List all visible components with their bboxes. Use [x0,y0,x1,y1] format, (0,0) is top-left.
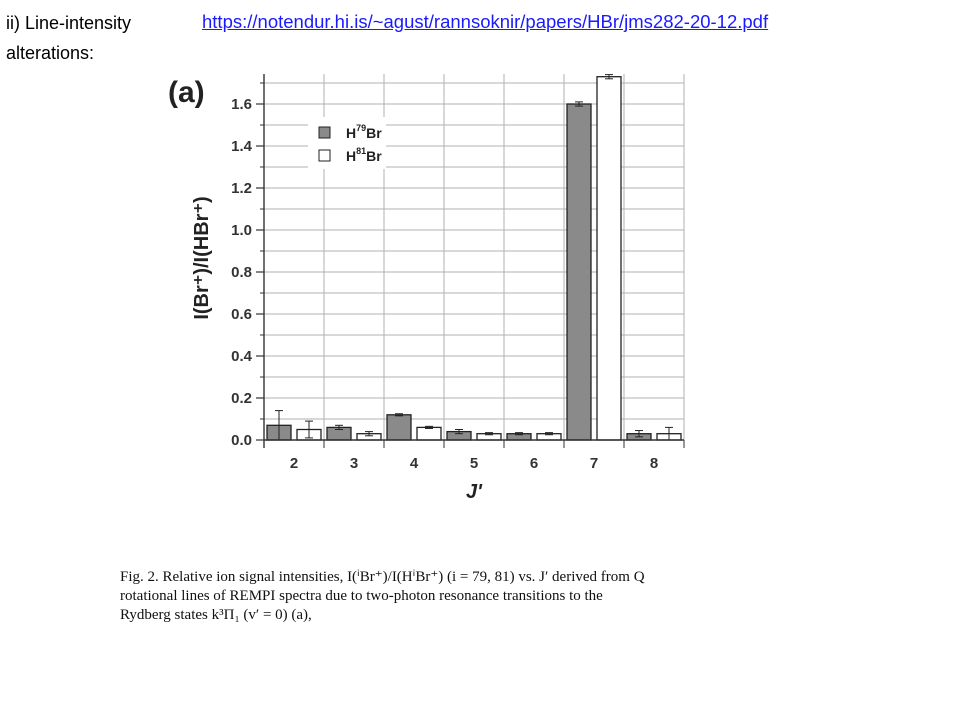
x-axis-label: J' [466,481,482,503]
y-tick-label: 1.4 [231,138,252,155]
x-tick-label: 5 [469,455,479,472]
legend-label-81: $H^{81}Br$ [346,146,382,164]
bar-J7-79 [567,104,591,440]
y-tick-label: 0.4 [231,348,252,365]
slide-heading: ii) Line-intensity alterations: [6,13,132,63]
panel-label: (a) [168,76,205,109]
y-axis-label: I(Br⁺)/I(HBr⁺) [191,196,213,320]
x-tick-label: 4 [409,455,419,472]
y-tick-label: 0.0 [231,432,252,449]
caption-line-3: Rydberg states k³Π₁ (v′ = 0) (a), [120,607,312,623]
y-tick-label: 0.2 [231,390,252,407]
legend-swatch-81 [319,150,330,161]
x-tick-label: 3 [349,455,359,472]
y-tick-label: 0.8 [231,264,252,281]
bar-J4-81 [417,427,441,440]
x-tick-label: 6 [529,455,539,472]
legend-label-79: $H^{79}Br$ [346,123,382,141]
x-tick-label: 7 [589,455,599,472]
bar-J4-79 [387,415,411,440]
x-tick-label: 8 [649,455,659,472]
y-tick-label: 1.6 [231,96,252,113]
legend-swatch-79 [319,127,330,138]
y-tick-label: 1.2 [231,180,252,197]
source-pdf-link[interactable]: https://notendur.hi.is/~agust/rannsoknir/papers/HBr/jms282-20-12.pdf [202,11,769,32]
caption-line-1: Fig. 2. Relative ion signal intensities, I(ⁱBr⁺)/I(HⁱBr⁺) (i = 79, 81) vs. J′ derived from Q [120,569,645,585]
caption-line-2: rotational lines of REMPI spectra due to two-photon resonance transitions to the [120,588,603,604]
bar-J7-81 [597,77,621,440]
y-tick-label: 1.0 [231,222,252,239]
x-tick-label: 2 [289,455,299,472]
chart-legend [308,117,386,169]
y-tick-label: 0.6 [231,306,252,323]
